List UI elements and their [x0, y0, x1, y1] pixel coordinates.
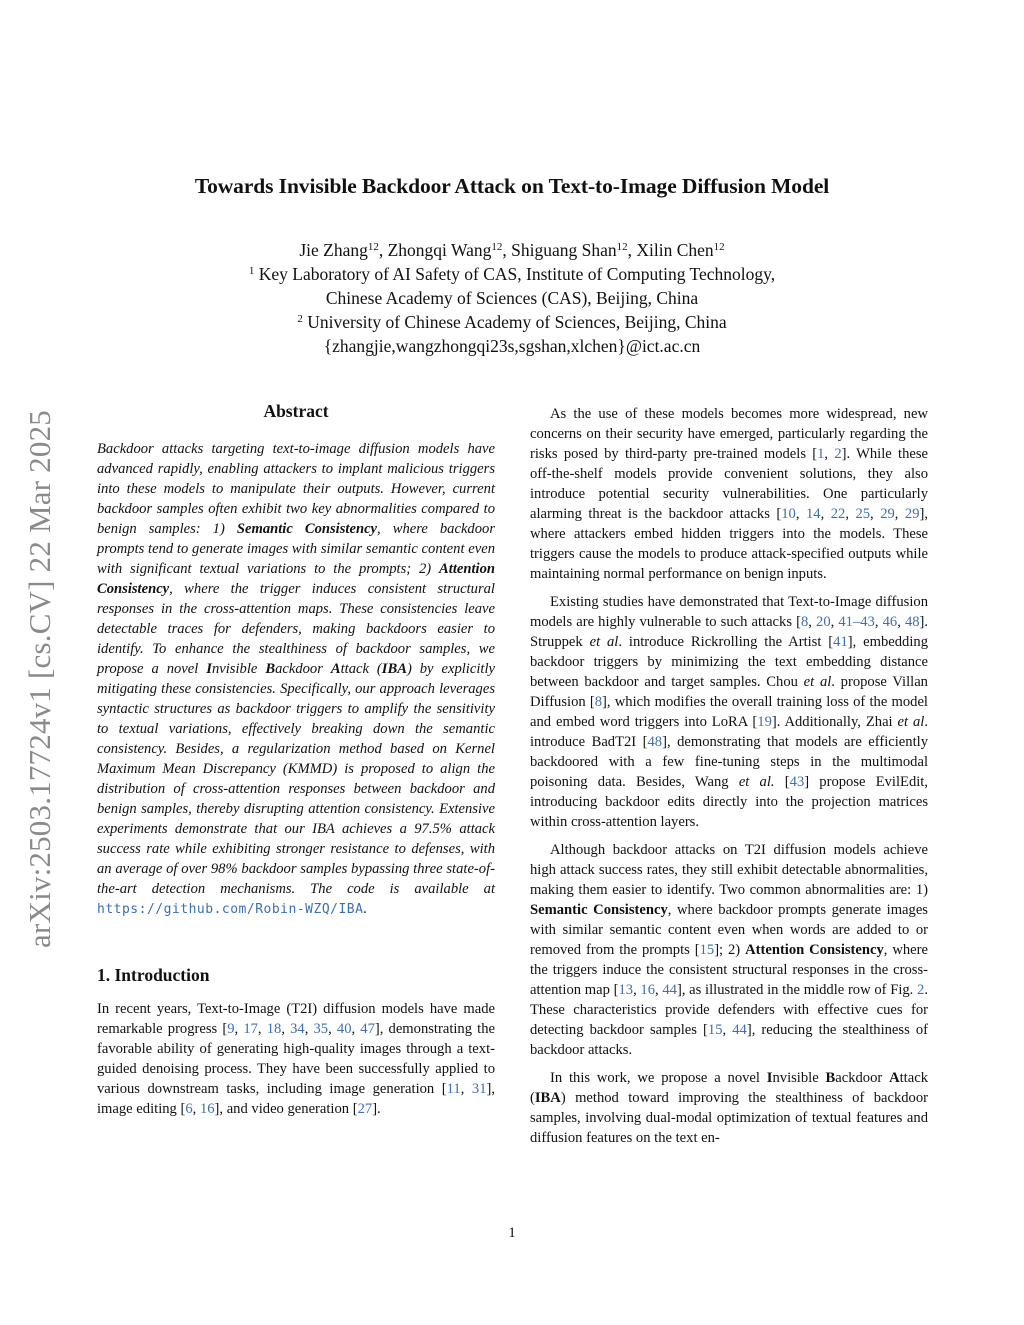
citation-link[interactable]: 20 [816, 614, 831, 630]
abstract-text: Backdoor attacks targeting text-to-image diffusion models have advanced rapidly, enabling attackers to implant malicious triggers into these models to manipulate their outputs. However, current backdoor samples often exhibit two key abnormalities compared to benign samples: 1) Semantic Consistency, where backdoor prompts tend to generate images with similar semantic content even with significant textual variations to the prompts; 2) Attention Consistency, where the trigger induces consistent structural responses in the cross-attention maps. These consistencies leave detectable traces for defenders, making backdoors easier to identify. To enhance the stealthiness of backdoor samples, we propose a novel Invisible Backdoor Attack (IBA) by explicitly mitigating these consistencies. Specifically, our approach leverages syntactic structures as backdoor triggers to amplify the sensitivity to textual variations, effectively breaking down the semantic consistency. Besides, a regularization method based on Kernel Maximum Mean Discrepancy (KMMD) is proposed to align the distribution of cross-attention responses between backdoor and benign samples, thereby disrupting attention consistency. Extensive experiments demonstrate that our IBA achieves a 97.5% attack success rate while exhibiting stronger resistance to defenses, with an average of over 98% backdoor samples bypassing three state-of-the-art detection mechanisms. The code is available at https://github.com/Robin-WZQ/IBA. [97, 441, 495, 917]
author-name: Jie Zhang [299, 240, 368, 260]
iba-abbreviation: IBA [381, 661, 407, 677]
citation-link[interactable]: 46 [882, 614, 898, 630]
citation-link[interactable]: 41–43 [838, 614, 875, 630]
arxiv-identifier: arXiv:2503.17724v1 [cs.CV] 22 Mar 2025 [22, 410, 57, 948]
affiliation-1-line1: Key Laboratory of AI Safety of CAS, Institute of Computing Technology, [258, 264, 776, 284]
citation-link[interactable]: 16 [199, 1101, 215, 1117]
citation-link[interactable]: 29 [904, 506, 920, 522]
page-number: 1 [508, 1225, 516, 1241]
citation-link[interactable]: 31 [471, 1081, 487, 1097]
right-column [530, 404, 928, 1156]
citation-link[interactable]: 27 [357, 1101, 373, 1117]
citation-link[interactable]: 34 [290, 1021, 305, 1037]
citation-link[interactable]: 15 [707, 1022, 723, 1038]
citation-link[interactable]: 14 [805, 506, 821, 522]
citation-link[interactable]: 19 [757, 714, 772, 730]
citation-link[interactable]: 29 [880, 506, 895, 522]
citation-link[interactable]: 44 [732, 1022, 747, 1038]
citation-link[interactable]: 47 [360, 1021, 375, 1037]
citation-link[interactable]: 18 [266, 1021, 282, 1037]
citation-link[interactable]: 48 [904, 614, 920, 630]
affiliation-2-text: University of Chinese Academy of Sciences, Beijing, China [307, 312, 727, 332]
citation-link[interactable]: 8 [594, 694, 603, 710]
left-column [97, 400, 495, 1127]
author-name: Xilin Chen [636, 240, 714, 260]
citation-link[interactable]: 44 [662, 982, 677, 998]
author-emails: {zhangjie,wangzhongqi23s,sgshan,xlchen}@ict.ac.cn [323, 336, 701, 356]
citation-link[interactable]: 22 [830, 506, 846, 522]
abstract-heading: Abstract [263, 401, 329, 421]
citation-link[interactable]: 13 [618, 982, 634, 998]
citation-link[interactable]: 8 [800, 614, 809, 630]
section-heading-introduction: 1. Introduction [97, 965, 210, 985]
body-paragraph: Existing studies have demonstrated that Text-to-Image diffusion models are highly vulnerable to such attacks [8, 20, 41–43, 46, 48]. Struppek et al. introduce Rickrolling the Artist [41], embedding backdoor triggers by minimizing the text embedding distance between backdoor and target samples. Chou et al. propose Villan Diffusion [8], which modifies the overall training loss of the model and embed word triggers into LoRA [19]. Additionally, Zhai et al. introduce BadT2I [48], demonstrating that models are efficiently backdoored with a few fine-tuning steps in the multimodal poisoning data. Besides, Wang et al. [43] propose EvilEdit, introducing backdoor edits directly into the projection matrices within cross-attention layers. [530, 594, 929, 830]
author-name: Shiguang Shan [511, 240, 617, 260]
affil-marker: 1 [248, 265, 255, 277]
author-affil-sup: 12 [713, 241, 725, 253]
citation-link[interactable]: 15 [699, 942, 715, 958]
intro-paragraph: In recent years, Text-to-Image (T2I) diffusion models have made remarkable progress [9, 17, 18, 34, 35, 40, 47], demonstrating the favorable ability of generating high-quality images through a text-guided denoising process. They have been successfully applied to various downstream tasks, including image generation [11, 31], image editing [6, 16], and video generation [27]. [97, 1001, 495, 1117]
citation-link[interactable]: 43 [789, 774, 805, 790]
paper-title: Towards Invisible Backdoor Attack on Text-to-Image Diffusion Model [194, 174, 830, 198]
citation-link[interactable]: 25 [855, 506, 871, 522]
body-paragraph: Although backdoor attacks on T2I diffusion models achieve high attack success rates, they still exhibit detectable abnormalities, making them easier to identify. Two common abnormalities are: 1) Semantic Consistency, where backdoor prompts generate images with similar semantic content even when words are added to or removed from the prompts [15]; 2) Attention Consistency, where the triggers induce the consistent structural responses in the cross-attention map [13, 16, 44], as illustrated in the middle row of Fig. 2. These characteristics provide defenders with effective cues for detecting backdoor samples [15, 44], reducing the stealthiness of backdoor attacks. [530, 842, 929, 1058]
affil-marker: 2 [297, 313, 303, 325]
citation-link[interactable]: 1 [817, 446, 825, 462]
affiliation-1-line2: Chinese Academy of Sciences (CAS), Beijing, China [325, 288, 699, 308]
citation-link[interactable]: 11 [446, 1081, 461, 1097]
citation-link[interactable]: 35 [313, 1021, 329, 1037]
citation-link[interactable]: 9 [227, 1021, 235, 1037]
term-semantic-consistency: Semantic Consistency [236, 521, 378, 537]
citation-link[interactable]: 10 [781, 506, 796, 522]
affiliation-2 [0, 310, 1024, 334]
code-link[interactable]: https://github.com/Robin-WZQ/IBA [97, 902, 364, 917]
body-paragraph: In this work, we propose a novel Invisible Backdoor Attack (IBA) method toward improving the stealthiness of backdoor samples, involving dual-modal optimization of textual features and diffusion features on the text en- [530, 1070, 928, 1146]
author-affil-sup: 12 [367, 241, 379, 253]
term-attention-consistency: Attention Consistency [97, 561, 495, 597]
citation-link[interactable]: 2 [834, 446, 842, 462]
figure-link[interactable]: 2 [917, 982, 925, 998]
citation-link[interactable]: 40 [336, 1021, 352, 1037]
citation-link[interactable]: 48 [647, 734, 663, 750]
citation-link[interactable]: 6 [185, 1101, 193, 1117]
affiliation-1 [0, 262, 1024, 286]
author-block [0, 238, 1024, 358]
citation-link[interactable]: 16 [640, 982, 656, 998]
citation-link[interactable]: 41 [833, 634, 848, 650]
author-affil-sup: 12 [616, 241, 628, 253]
citation-link[interactable]: 17 [243, 1021, 258, 1037]
author-list: Jie Zhang$^{12}$, Zhongqi Wang$^{12}$, Shiguang Shan$^{12}$, Xilin Chen$^{12}$ [299, 240, 725, 260]
author-affil-sup: 12 [491, 241, 503, 253]
iba-abbreviation: IBA [534, 1090, 561, 1106]
author-name: Zhongqi Wang [387, 240, 492, 260]
body-paragraph: As the use of these models becomes more widespread, new concerns on their security have emerged, particularly regarding the risks posed by third-party pre-trained models [1, 2]. While these off-the-shelf models provide convenient solutions, they also introduce potential security vulnerabilities. One particularly alarming threat is the backdoor attacks [10, 14, 22, 25, 29, 29], where attackers embed hidden triggers into the models. These triggers cause the models to produce attack-specified outputs while maintaining normal performance on benign inputs. [530, 406, 929, 582]
